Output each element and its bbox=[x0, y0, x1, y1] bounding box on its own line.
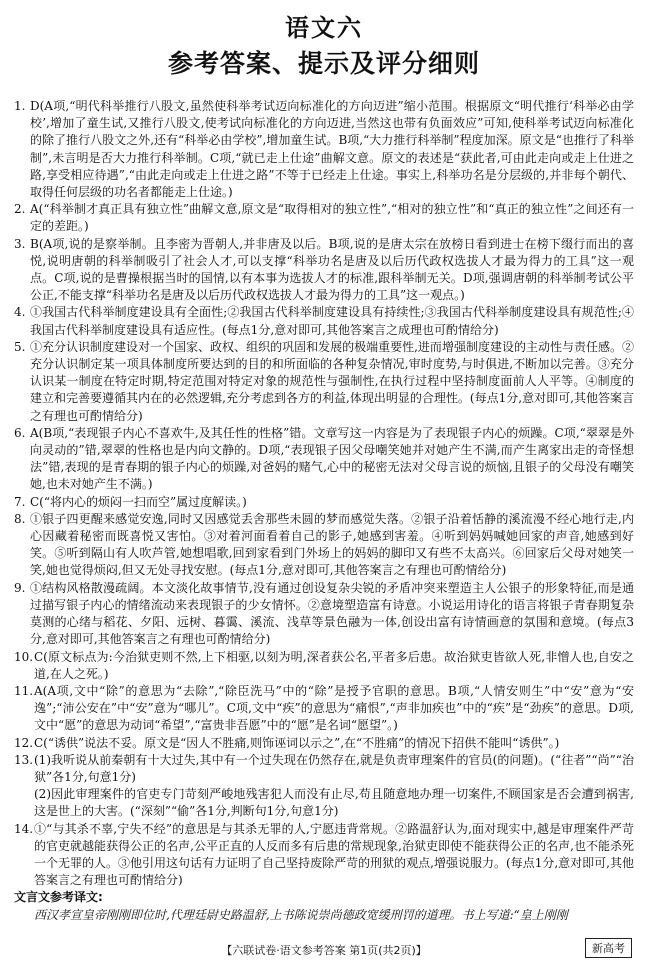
answer-number: 6. bbox=[14, 425, 26, 440]
exam-badge: 新高考 bbox=[585, 938, 632, 958]
answer-text: ①我国古代科举制度建设具有全面性;②我国古代科举制度建设具有持续性;③我国古代科举制度建设具有规范性;④我国古代科举制度建设具有适应性。(每点1分,意对即可,其他答案言之成理也可酌情给分) bbox=[30, 305, 634, 337]
answer-number: 14. bbox=[14, 821, 34, 836]
answer-text: C(“诱供”说法不妥。原文是“因人不胜痛,则饰诬词以示之”,在“不胜痛”的情况下招供不能叫“诱供”。) bbox=[34, 735, 560, 750]
answer-number: 10. bbox=[14, 649, 34, 664]
answer-text: C(“将内心的烦闷一扫而空”属过度解读。) bbox=[30, 494, 247, 509]
answer-item bbox=[14, 494, 634, 511]
page-subtitle: 参考答案、提示及评分细则 bbox=[167, 49, 480, 78]
answer-text: A(“科举制才真正具有独立性”曲解文意,原文是“取得相对的独立性”,“相对的独立性”和“真正的独立性”之间还有一定的差距。) bbox=[30, 202, 634, 234]
answer-text: (1)我听说从前秦朝有十大过失,其中有一个过失现在仍然存在,就是负责审理案件的官员(的问题)。(“往者”“尚”“治狱”各1分,句意1分) bbox=[34, 752, 634, 784]
answer-number: 8. bbox=[14, 511, 26, 526]
answer-number: 9. bbox=[14, 580, 26, 595]
answer-text: ①充分认识制度建设对一个国家、政权、组织的巩固和发展的极端重要性,进而增强制度建设的主动性与责任感。②充分认识制定某一项具体制度所要达到的目的和所面临的各种复杂情况,审时度势,与时俱进,不断加以完善。③充分认识某一制度在特定时期,特定范围对特定对象的规范性与强制性,在执行过程中坚持制度面前人人平等。④制度的建立和完善要遵循其内在的必然逻辑,充分考虑到各方的利益,体现出明显的合理性。(每点1分,意对即可,其他答案言之有理也可酌情给分) bbox=[30, 339, 634, 423]
answer-number: 13. bbox=[14, 752, 34, 767]
page-title: 语文六 bbox=[285, 14, 363, 42]
answer-number: 1. bbox=[14, 99, 26, 113]
answer-item bbox=[14, 201, 634, 235]
answer-text: D(A项,“明代科举推行八股文,虽然使科举考试迈向标准化的方向迈进”缩小范围。根据原文“明代推行‘科举必由学校’,增加了童生试,又推行八股文,使考试向标准化的方向迈进,当然这也带有负面效应”可知,使科举考试迈向标准化的除了推行八股文之外,还有“科举必由学校”,增加童生试。B项,“大力推行科举制”程度加深。原文是“也推行了科举制”,未言明是否大力推行科举制。C项,“就已走上仕途”曲解文意。原文的表述是“获此者,可由此走向或走上仕进之路,享受相应待遇”,“由此走向或走上仕进之路”不等于已经走上仕途。事实上,科举功名是分层级的,并非每个朝代、取得任何层级的功名者都能走上仕途。) bbox=[30, 99, 634, 200]
answer-text: A(A项,文中“除”的意思为“去除”,“除臣洗马”中的“除”是授予官职的意思。B项,“人情安则生”中“安”意为“安逸”;“沛公安在”中“安”意为“哪儿”。C项,文中“疾”的意思为“痛恨”,“声非加疾也”中的“疾”是“劲疾”的意思。D项,文中“愿”的意思为动词“希望”,“富贵非吾愿”中的“愿”是名词“愿望”。) bbox=[34, 683, 634, 733]
answer-number: 7. bbox=[14, 494, 26, 509]
answer-number: 5. bbox=[14, 339, 26, 354]
answer-item bbox=[14, 580, 634, 649]
answers-body bbox=[14, 98, 634, 924]
answer-text: C(原文标点为:今治狱吏则不然,上下相驱,以刻为明,深者获公名,平者多后患。故治狱吏皆欲人死,非憎人也,自安之道,在人之死。) bbox=[34, 649, 634, 681]
answer-item bbox=[14, 511, 634, 580]
answer-item bbox=[14, 339, 634, 425]
answer-text: B(A项,说的是察举制。且李密为晋朝人,并非唐及以后。B项,说的是唐太宗在放榜日看到进士在榜下缀行而出的喜悦,说明唐朝的科举制吸引了社会人才,可以支撑“科举功名是唐及以后历代政权选拔人才最为得力的工具”这一观点。C项,说的是曹操根据当时的国情,以有本事为选拔人才的标准,跟科举制无关。D项,强调唐朝的科举制考试公平公正,不能支撑“科举功名是唐及以后历代政权选拔人才最为得力的工具”这一观点。) bbox=[30, 236, 634, 303]
translation-text: 西汉孝宣皇帝刚刚即位时,代理廷尉史路温舒,上书陈说崇尚德政宽缓刑罚的道理。书上写道:“皇上刚刚 bbox=[34, 907, 568, 922]
answer-item bbox=[14, 304, 634, 338]
answer-text: ①“与其杀不辜,宁失不经”的意思是与其杀无罪的人,宁愿违背常规。②路温舒认为,面对现实中,越是审理案件严苛的官吏就越能获得公正的名声,公平正直的人反而多有后患的常规现象,治狱吏即使不能获得公正的名声,也不能杀死一个无罪的人。③他引用这句话有力证明了自己坚持废除严苛的刑狱的观点,增强说服力。(每点1分,意对即可,其他答案言之有理也可酌情给分) bbox=[34, 821, 634, 888]
page-footer: 【六联试卷·语文参考答案 第1页(共2页)】 bbox=[221, 944, 427, 957]
answer-item bbox=[14, 425, 634, 494]
answer-text: A(B项,“表现银子内心不喜欢牛,及其任性的性格”错。文章写这一内容是为了表现银子内心的烦躁。C项,“翠翠是外向灵动的”错,翠翠的性格也是内向文静的。D项,“表现银子因父母嘲笑她并对她产生不满,而产生离家出走的奇怪想法”错,表现的是青春期的银子内心的烦躁,对爸妈的赌气,心中的秘密无法对父母言说的烦恼,且银子的父母没有嘲笑她,也未对她产生不满。) bbox=[30, 425, 634, 492]
answer-item bbox=[14, 683, 634, 735]
translation-heading: 文言文参考译文: bbox=[14, 890, 103, 905]
answer-item bbox=[14, 735, 634, 752]
answer-item bbox=[14, 236, 634, 305]
answer-number: 12. bbox=[14, 735, 34, 750]
answer-text: ①银子四更醒来感觉安逸,同时又因感觉丢舍那些未圆的梦而感觉失落。②银子沿着恬静的溪流漫不经心地行走,内心因藏着秘密而既喜悦又害怕。③对着河面看着自己的影子,她感到害羞。④听到妈妈喊她回家的声音,她感到好笑。⑤听到隔山有人吹芦管,她想唱歌,回到家看到门外场上的妈妈的脚印又有些不太高兴。⑥回家后父母对她笑一笑,她也觉得烦闷,但又无处寻找安慰。(每点1分,意对即可,其他答案言之有理也可酌情给分) bbox=[30, 511, 634, 578]
answer-item bbox=[14, 821, 634, 890]
answer-item bbox=[14, 98, 634, 201]
answer-item bbox=[14, 786, 634, 820]
answer-number: 3. bbox=[14, 236, 26, 251]
answer-item bbox=[14, 752, 634, 786]
answer-text: ①结构风格散漫疏阔。本文淡化故事情节,没有通过创设复杂尖锐的矛盾冲突来塑造主人公银子的形象特征,而是通过描写银子内心的情绪流动来表现银子的少女情怀。②意境塑造富有诗意。小说运用诗化的语言将银子青春期复杂莫测的心绪与稻花、夕阳、远树、暮霭、溪流、浅草等景色融为一体,创设出富有诗情画意的氛围和意境。(每点3分,意对即可,其他答案言之有理也可酌情给分) bbox=[30, 580, 634, 647]
answer-number: 2. bbox=[14, 202, 26, 217]
answer-number: 11. bbox=[14, 683, 34, 698]
answer-item bbox=[14, 649, 634, 683]
answer-text: (2)因此审理案件的官吏专门苛刻严峻地残害犯人而没有止尽,苟且随意地办理一切案件,不顾国家是否会遭到祸害,这是世上的大害。(“深刻”“偷”各1分,判断句1分,句意1分) bbox=[34, 787, 634, 819]
answer-number: 4. bbox=[14, 305, 26, 320]
